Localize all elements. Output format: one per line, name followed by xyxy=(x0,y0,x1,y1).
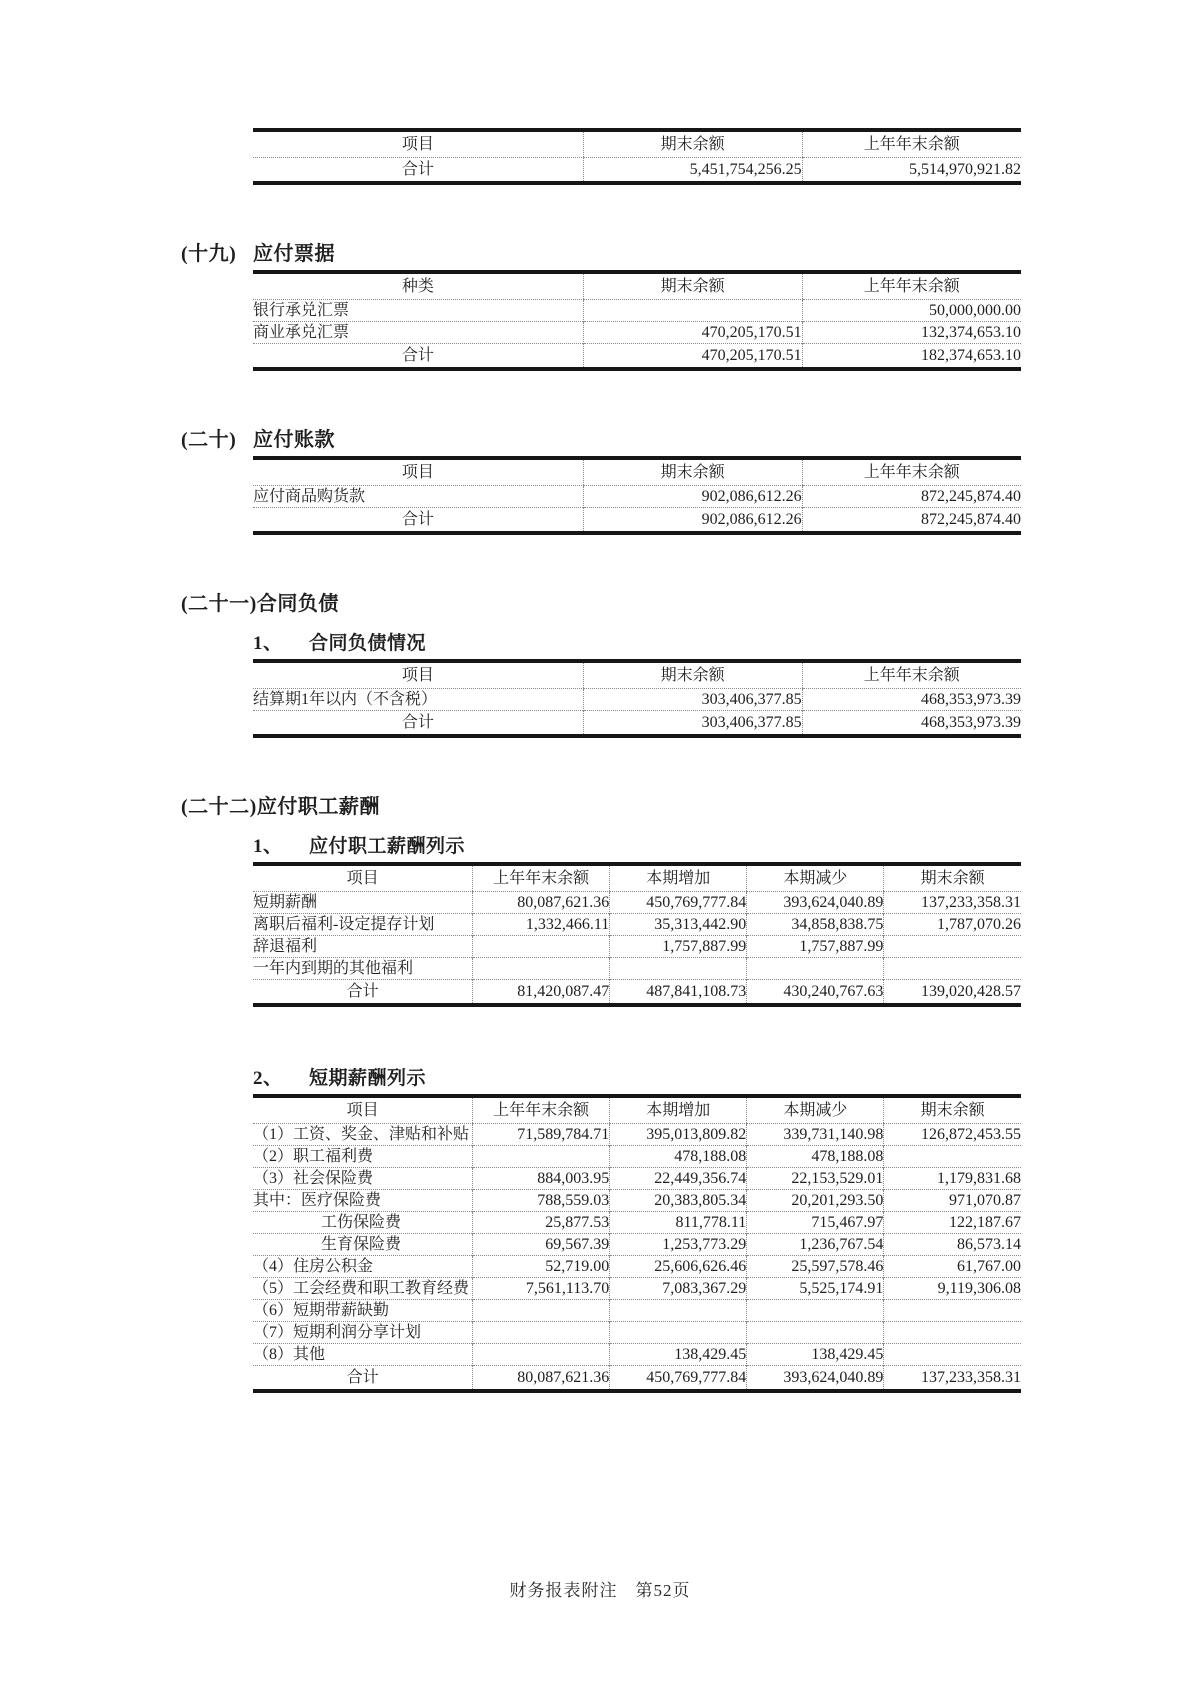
cell-value: 182,374,653.10 xyxy=(802,344,1021,370)
cell-value: 25,606,626.46 xyxy=(610,1256,747,1278)
row-label: 商业承兑汇票 xyxy=(253,322,583,344)
cell-value: 487,841,108.73 xyxy=(610,980,747,1006)
cell-value: 126,872,453.55 xyxy=(884,1124,1021,1146)
cell-value: 52,719.00 xyxy=(473,1256,610,1278)
cell-value: 1,236,767.54 xyxy=(747,1234,884,1256)
cell-value xyxy=(610,1322,747,1344)
cell-value: 50,000,000.00 xyxy=(802,300,1021,322)
page-content xyxy=(181,0,1026,1393)
cell-value: 7,083,367.29 xyxy=(610,1278,747,1300)
total-row xyxy=(253,158,1021,184)
total-row xyxy=(253,508,1021,534)
column-header: 本期增加 xyxy=(610,864,747,892)
subsection-heading xyxy=(253,1063,1026,1090)
cell-value: 470,205,170.51 xyxy=(583,322,802,344)
cell-value xyxy=(747,1322,884,1344)
column-header: 上年年末余额 xyxy=(802,272,1021,300)
cell-value: 303,406,377.85 xyxy=(583,711,802,737)
section-heading xyxy=(181,423,1026,452)
column-header: 期末余额 xyxy=(583,130,802,158)
row-label: 其中：医疗保险费 xyxy=(253,1190,473,1212)
table-row xyxy=(253,1190,1021,1212)
cell-value: 25,877.53 xyxy=(473,1212,610,1234)
cell-value: 430,240,767.63 xyxy=(747,980,884,1006)
table-row xyxy=(253,936,1021,958)
subsection-heading xyxy=(253,831,1026,858)
table-row xyxy=(253,1278,1021,1300)
table-row xyxy=(253,892,1021,914)
section-number: (二十一) xyxy=(181,593,257,615)
total-row xyxy=(253,1366,1021,1392)
cell-value xyxy=(610,958,747,980)
section-number: (二十) xyxy=(181,429,237,451)
column-header: 本期增加 xyxy=(610,1096,747,1124)
cell-value: 138,429.45 xyxy=(610,1344,747,1366)
column-header: 上年年末余额 xyxy=(802,130,1021,158)
cell-value: 34,858,838.75 xyxy=(747,914,884,936)
cell-value: 1,787,070.26 xyxy=(884,914,1021,936)
row-label: 应付商品购货款 xyxy=(253,486,583,508)
table-row xyxy=(253,300,1021,322)
row-label: （6）短期带薪缺勤 xyxy=(253,1300,473,1322)
cell-value: 122,187.67 xyxy=(884,1212,1021,1234)
subsection-title: 合同负债情况 xyxy=(309,633,427,654)
row-label: （5）工会经费和职工教育经费 xyxy=(253,1278,473,1300)
section-title: 应付职工薪酬 xyxy=(256,796,380,818)
cell-value xyxy=(473,1300,610,1322)
cell-value xyxy=(884,1146,1021,1168)
column-header: 项目 xyxy=(253,864,473,892)
table-row xyxy=(253,1124,1021,1146)
cell-value: 9,119,306.08 xyxy=(884,1278,1021,1300)
cell-value: 137,233,358.31 xyxy=(884,1366,1021,1392)
column-header: 上年年末余额 xyxy=(473,864,610,892)
section-number: (二十二) xyxy=(181,796,257,818)
cell-value xyxy=(610,1300,747,1322)
cell-value: 80,087,621.36 xyxy=(473,1366,610,1392)
header-row xyxy=(253,130,1021,158)
row-label: （1）工资、奖金、津贴和补贴 xyxy=(253,1124,473,1146)
cell-value: 22,449,356.74 xyxy=(610,1168,747,1190)
table-row xyxy=(253,958,1021,980)
cell-value: 468,353,973.39 xyxy=(802,711,1021,737)
cell-value xyxy=(884,1344,1021,1366)
table-row xyxy=(253,1212,1021,1234)
cell-value: 788,559.03 xyxy=(473,1190,610,1212)
cell-value: 450,769,777.84 xyxy=(610,1366,747,1392)
row-label: 离职后福利-设定提存计划 xyxy=(253,914,473,936)
cell-value xyxy=(884,936,1021,958)
column-header: 项目 xyxy=(253,1096,473,1124)
cell-value: 971,070.87 xyxy=(884,1190,1021,1212)
column-header: 期末余额 xyxy=(884,1096,1021,1124)
row-label: 合计 xyxy=(253,158,583,184)
cell-value: 1,179,831.68 xyxy=(884,1168,1021,1190)
table-notes-payable xyxy=(253,270,1021,371)
page-footer: 财务报表附注 第52页 xyxy=(509,1581,691,1600)
cell-value: 5,514,970,921.82 xyxy=(802,158,1021,184)
total-row xyxy=(253,344,1021,370)
column-header: 期末余额 xyxy=(583,272,802,300)
cell-value: 715,467.97 xyxy=(747,1212,884,1234)
section-heading xyxy=(181,587,1026,616)
cell-value: 393,624,040.89 xyxy=(747,1366,884,1392)
cell-value: 1,332,466.11 xyxy=(473,914,610,936)
header-row xyxy=(253,661,1021,689)
table-employee-compensation-summary xyxy=(253,862,1021,1007)
cell-value: 872,245,874.40 xyxy=(802,486,1021,508)
table-row xyxy=(253,689,1021,711)
cell-value: 5,451,754,256.25 xyxy=(583,158,802,184)
cell-value xyxy=(884,1322,1021,1344)
row-label: 辞退福利 xyxy=(253,936,473,958)
cell-value: 884,003.95 xyxy=(473,1168,610,1190)
cell-value: 1,757,887.99 xyxy=(610,936,747,958)
row-label: 一年内到期的其他福利 xyxy=(253,958,473,980)
subsection-title: 应付职工薪酬列示 xyxy=(309,836,466,857)
table-row xyxy=(253,1256,1021,1278)
cell-value: 80,087,621.36 xyxy=(473,892,610,914)
table-contract-liabilities xyxy=(253,659,1021,738)
cell-value: 450,769,777.84 xyxy=(610,892,747,914)
section-heading xyxy=(181,237,1026,266)
cell-value: 811,778.11 xyxy=(610,1212,747,1234)
row-label: 合计 xyxy=(253,711,583,737)
cell-value: 393,624,040.89 xyxy=(747,892,884,914)
cell-value: 137,233,358.31 xyxy=(884,892,1021,914)
header-row xyxy=(253,272,1021,300)
cell-value xyxy=(583,300,802,322)
table-row xyxy=(253,914,1021,936)
section-title: 应付账款 xyxy=(253,429,335,451)
table-row xyxy=(253,1344,1021,1366)
cell-value xyxy=(473,1344,610,1366)
cell-value: 132,374,653.10 xyxy=(802,322,1021,344)
table-accounts-payable xyxy=(253,456,1021,535)
cell-value xyxy=(473,1322,610,1344)
cell-value xyxy=(884,1300,1021,1322)
cell-value: 71,589,784.71 xyxy=(473,1124,610,1146)
column-header: 期末余额 xyxy=(583,458,802,486)
cell-value xyxy=(747,958,884,980)
subsection-number: 1、 xyxy=(253,633,283,654)
table-total-continued xyxy=(253,128,1021,185)
cell-value: 468,353,973.39 xyxy=(802,689,1021,711)
cell-value: 902,086,612.26 xyxy=(583,508,802,534)
row-label: 结算期1年以内（不含税） xyxy=(253,689,583,711)
row-label: 工伤保险费 xyxy=(253,1212,473,1234)
table-short-term-compensation-detail xyxy=(253,1094,1021,1393)
cell-value: 1,253,773.29 xyxy=(610,1234,747,1256)
subsection-heading xyxy=(253,628,1026,655)
cell-value: 61,767.00 xyxy=(884,1256,1021,1278)
cell-value: 478,188.08 xyxy=(747,1146,884,1168)
column-header: 上年年末余额 xyxy=(473,1096,610,1124)
subsection-title: 短期薪酬列示 xyxy=(309,1068,427,1089)
row-label: （8）其他 xyxy=(253,1344,473,1366)
table-row xyxy=(253,1322,1021,1344)
cell-value xyxy=(884,958,1021,980)
column-header: 上年年末余额 xyxy=(802,661,1021,689)
table-row xyxy=(253,1300,1021,1322)
row-label: （4）住房公积金 xyxy=(253,1256,473,1278)
cell-value: 25,597,578.46 xyxy=(747,1256,884,1278)
cell-value: 872,245,874.40 xyxy=(802,508,1021,534)
cell-value: 81,420,087.47 xyxy=(473,980,610,1006)
section-heading xyxy=(181,790,1026,819)
row-label: （3）社会保险费 xyxy=(253,1168,473,1190)
column-header: 本期减少 xyxy=(747,864,884,892)
table-row xyxy=(253,322,1021,344)
column-header: 本期减少 xyxy=(747,1096,884,1124)
section-title: 应付票据 xyxy=(253,243,335,265)
cell-value xyxy=(473,958,610,980)
header-row xyxy=(253,1096,1021,1124)
total-row xyxy=(253,711,1021,737)
cell-value: 7,561,113.70 xyxy=(473,1278,610,1300)
header-row xyxy=(253,458,1021,486)
total-row xyxy=(253,980,1021,1006)
cell-value: 69,567.39 xyxy=(473,1234,610,1256)
cell-value: 902,086,612.26 xyxy=(583,486,802,508)
cell-value: 20,383,805.34 xyxy=(610,1190,747,1212)
row-label: （7）短期利润分享计划 xyxy=(253,1322,473,1344)
column-header: 项目 xyxy=(253,661,583,689)
cell-value: 339,731,140.98 xyxy=(747,1124,884,1146)
cell-value: 395,013,809.82 xyxy=(610,1124,747,1146)
column-header: 期末余额 xyxy=(884,864,1021,892)
table-row xyxy=(253,1234,1021,1256)
cell-value: 478,188.08 xyxy=(610,1146,747,1168)
cell-value: 303,406,377.85 xyxy=(583,689,802,711)
cell-value: 139,020,428.57 xyxy=(884,980,1021,1006)
cell-value xyxy=(747,1300,884,1322)
row-label: 合计 xyxy=(253,1366,473,1392)
header-row xyxy=(253,864,1021,892)
cell-value xyxy=(473,936,610,958)
row-label: 生育保险费 xyxy=(253,1234,473,1256)
column-header: 上年年末余额 xyxy=(802,458,1021,486)
cell-value: 470,205,170.51 xyxy=(583,344,802,370)
row-label: 合计 xyxy=(253,344,583,370)
column-header: 期末余额 xyxy=(583,661,802,689)
subsection-number: 2、 xyxy=(253,1068,283,1089)
column-header: 项目 xyxy=(253,130,583,158)
column-header: 项目 xyxy=(253,458,583,486)
table-row xyxy=(253,1168,1021,1190)
row-label: 合计 xyxy=(253,980,473,1006)
cell-value: 5,525,174.91 xyxy=(747,1278,884,1300)
table-row xyxy=(253,1146,1021,1168)
row-label: 银行承兑汇票 xyxy=(253,300,583,322)
cell-value: 22,153,529.01 xyxy=(747,1168,884,1190)
cell-value xyxy=(473,1146,610,1168)
row-label: （2）职工福利费 xyxy=(253,1146,473,1168)
section-number: (十九) xyxy=(181,243,237,265)
row-label: 合计 xyxy=(253,508,583,534)
row-label: 短期薪酬 xyxy=(253,892,473,914)
table-row xyxy=(253,486,1021,508)
cell-value: 1,757,887.99 xyxy=(747,936,884,958)
cell-value: 86,573.14 xyxy=(884,1234,1021,1256)
subsection-number: 1、 xyxy=(253,836,283,857)
column-header: 种类 xyxy=(253,272,583,300)
cell-value: 20,201,293.50 xyxy=(747,1190,884,1212)
section-title: 合同负债 xyxy=(256,593,339,615)
cell-value: 35,313,442.90 xyxy=(610,914,747,936)
cell-value: 138,429.45 xyxy=(747,1344,884,1366)
